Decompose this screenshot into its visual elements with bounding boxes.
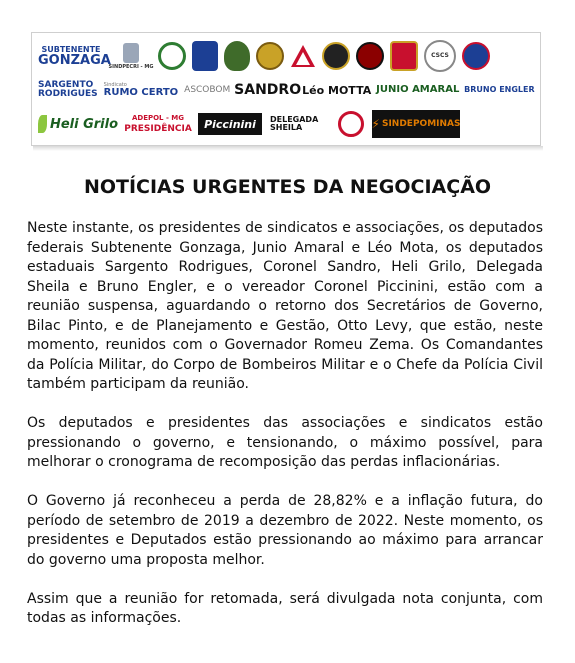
logo-adepol: ADEPOL - MG PRESIDÊNCIA	[124, 113, 192, 134]
paragraph: Assim que a reunião for retomada, será divulgada nota conjunta, com todas as informações.	[27, 590, 543, 626]
logo-bruno-engler: BRUNO ENGLER	[464, 85, 535, 94]
sindepominas-bolt-icon: ⚡	[371, 117, 380, 131]
page-title: NOTÍCIAS URGENTES DA NEGOCIAÇÃO	[83, 176, 492, 198]
logo-black-seal-icon	[322, 42, 350, 70]
logo-heli-grilo: Heli Grilo	[38, 115, 118, 133]
logo-delegada-sheila: DELEGADA SHEILA	[270, 115, 319, 132]
logo-sandro: SANDRO	[234, 82, 302, 98]
paragraph: Os deputados e presidentes das associações e sindicatos estão pressionando o governo, e tensionando, o máximo possível, para melhorar o cronograma de recomposição das perdas inflacionárias.	[27, 415, 543, 470]
logo-piccinini: Piccinini	[198, 113, 262, 135]
logo-sindpecri: SINDPECRI - MG	[110, 43, 152, 70]
logo-cscs: CSCS	[424, 40, 456, 72]
logo-red-emblem-icon	[356, 42, 384, 70]
logo-banner-shadow	[33, 146, 543, 151]
logo-ascobom: ASCOBOM	[184, 84, 231, 95]
logo-sindpol-seal-icon	[256, 42, 284, 70]
logo-row-2	[38, 77, 534, 103]
logo-blue-round-seal-icon	[462, 42, 490, 70]
logo-sindicato-banner-icon	[390, 41, 418, 71]
heli-leaf-icon	[38, 115, 47, 133]
logo-red-circle-seal-icon	[338, 111, 364, 137]
logo-row-1	[38, 39, 534, 73]
logo-row-3	[38, 107, 534, 141]
logo-banner	[31, 32, 541, 146]
logo-rumo-certo: Sindicato RUMO CERTO	[103, 81, 179, 98]
paragraph: Neste instante, os presidentes de sindicatos e associações, os deputados federais Subtenente Gonzaga, Junio Amaral e Léo Mota, os deputados estaduais Sargento Rodrigues, Coronel Sandro, Heli Grilo, Delegada Sheila e Bruno Engler, e o vereador Coronel Piccinini, estão com a reunião suspensa, aguardando o retorno dos Secretários de Governo, Bilac Pinto, e de Planejamento e Gestão, Otto Levy, que estão, neste momento, reunidos com o Governador Romeu Zema. Os Comandantes da Polícia Militar, do Corpo de Bombeiros Militar e o Chefe da Polícia Civil também participam da reunião.	[27, 220, 543, 392]
sindpecri-emblem-icon	[123, 43, 139, 63]
logo-sindepominas: ⚡ SINDEPOMINAS	[372, 110, 460, 138]
logo-bombeiros-triangle-icon	[290, 41, 316, 71]
logo-sargento-rodrigues: SARGENTO RODRIGUES	[38, 80, 98, 99]
logo-green-crest-icon	[224, 41, 250, 71]
article-body	[27, 219, 543, 648]
logo-junio-amaral: JUNIO AMARAL	[376, 84, 460, 95]
paragraph: O Governo já reconheceu a perda de 28,82% e a inflação futura, do período de setembro de 2019 a dezembro de 2022. Neste momento, os presidentes e Deputados estão pressionando ao máximo para arrancar do governo uma proposta melhor.	[27, 493, 543, 568]
logo-subtenente-gonzaga: SUBTENENTE GONZAGA	[38, 44, 111, 68]
logo-green-seal-icon	[158, 42, 186, 70]
logo-blue-shield-icon	[192, 41, 218, 71]
logo-leo-motta: Léo MOTTA	[302, 83, 372, 97]
